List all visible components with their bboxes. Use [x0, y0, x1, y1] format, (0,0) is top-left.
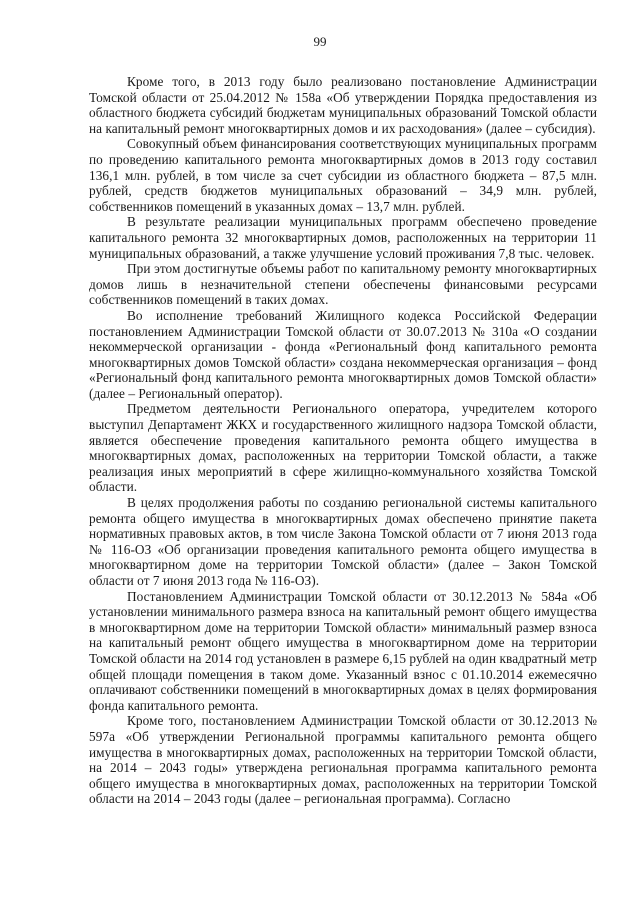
document-body: [89, 74, 597, 807]
paragraph-regional-fund: Во исполнение требований Жилищного кодекса Российской Федерации постановлением Администрации Томской области от 30.07.2013 № 310а «О создании некоммерческой организации - фонда «Региональный фонд капитального ремонта многоквартирных домов Томской области» создана некоммерческая организация – фонд «Региональный фонд капитального ремонта многоквартирных домов Томской области» (далее – Региональный оператор).: [89, 307, 597, 401]
page-number: 99: [313, 34, 327, 49]
paragraph-owner-resources: При этом достигнутые объемы работ по капитальному ремонту многоквартирных домов лишь в незначительной степени обеспечены финансовыми ресурсами собственников помещений в таких домах.: [89, 261, 597, 308]
paragraph-regional-program: Кроме того, постановлением Администрации Томской области от 30.12.2013 № 597а «Об утверждении Региональной программы капитального ремонта общего имущества в многоквартирных домах, расположенных на территории Томской области, на 2014 – 2043 годы» утверждена региональная программа капитального ремонта общего имущества в многоквартирных домах, расположенных на территории Томской области на 2014 – 2043 годы (далее – региональная программа). Согласно: [89, 713, 597, 807]
paragraph-financing: Совокупный объем финансирования соответствующих муниципальных программ по проведению капитального ремонта многоквартирных домов в 2013 году составил 136,1 млн. рублей, в том числе за счет субсидии из областного бюджета – 87,5 млн. рублей, средств бюджетов муниципальных образований – 34,9 млн. рублей, собственников помещений в указанных домах – 13,7 млн. рублей.: [89, 136, 597, 214]
paragraph-subsidy: Кроме того, в 2013 году было реализовано постановление Администрации Томской области от 25.04.2012 № 158а «Об утверждении Порядка предоставления из областного бюджета субсидий бюджетам муниципальных образований Томской области на капитальный ремонт многоквартирных домов и их расходования» (далее – субсидия).: [89, 74, 597, 136]
paragraph-legal-acts: В целях продолжения работы по созданию региональной системы капитального ремонта общего имущества в многоквартирных домах обеспечено принятие пакета нормативных правовых актов, в том числе Закона Томской области от 7 июня 2013 года № 116-ОЗ «Об организации проведения капитального ремонта общего имущества в многоквартирном доме на территории Томской области» (далее – Закон Томской области от 7 июня 2013 года № 116-ОЗ).: [89, 495, 597, 588]
paragraph-minimum-fee: Постановлением Администрации Томской области от 30.12.2013 № 584а «Об установлении минимального размера взноса на капитальный ремонт общего имущества в многоквартирном доме на территории Томской области» минимальный размер взноса на капитальный ремонт общего имущества в многоквартирном доме на территории Томской области на 2014 год установлен в размере 6,15 рублей на один квадратный метр общей площади помещения в таком доме. Указанный взнос с 01.10.2014 ежемесячно оплачивают собственники помещений в многоквартирных домах в целях формирования фонда капитального ремонта.: [89, 588, 597, 713]
paragraph-operator-activity: Предметом деятельности Регионального оператора, учредителем которого выступил Департамент ЖКХ и государственного жилищного надзора Томской области, является обеспечение проведения капитального ремонта общего имущества в многоквартирных домах, расположенных на территории Томской области, а также реализация иных мероприятий в сфере жилищно-коммунального хозяйства Томской области.: [89, 401, 597, 495]
paragraph-results: В результате реализации муниципальных программ обеспечено проведение капитального ремонта 32 многоквартирных домов, расположенных на территории 11 муниципальных образований, а также улучшение условий проживания 7,8 тыс. человек.: [89, 214, 597, 261]
